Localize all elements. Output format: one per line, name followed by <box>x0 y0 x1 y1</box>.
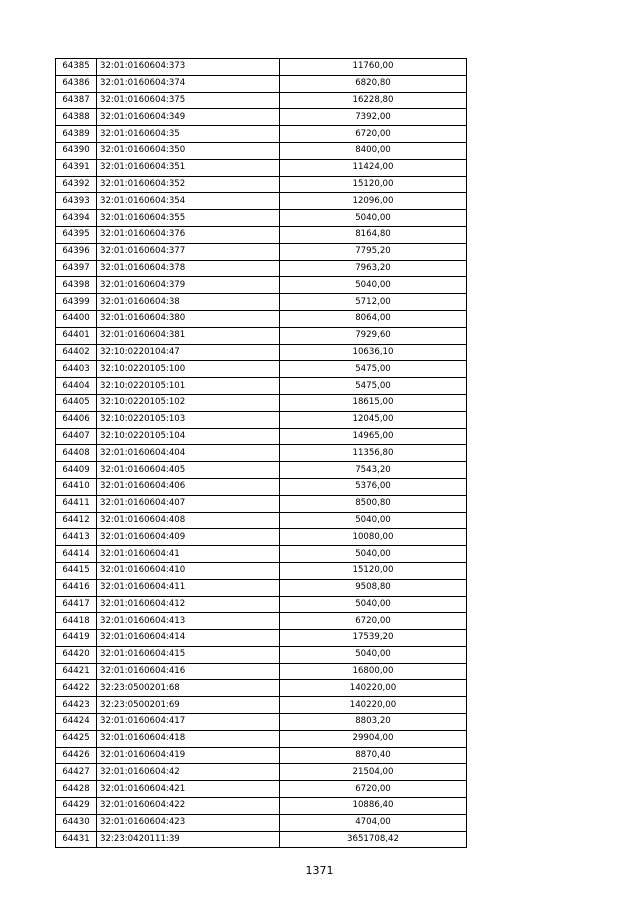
cadastral-number-cell: 32:10:0220105:101 <box>97 378 280 395</box>
cadastral-number-cell: 32:01:0160604:42 <box>97 764 280 781</box>
cadastral-number-cell: 32:01:0160604:349 <box>97 109 280 126</box>
table-row <box>56 176 467 193</box>
value-cell: 8500,80 <box>280 495 467 512</box>
value-cell: 4704,00 <box>280 814 467 831</box>
row-number-cell: 64423 <box>56 697 97 714</box>
cadastral-number-cell: 32:01:0160604:404 <box>97 445 280 462</box>
table-row <box>56 697 467 714</box>
table-row <box>56 361 467 378</box>
cadastral-number-cell: 32:23:0420111:39 <box>97 831 280 848</box>
row-number-cell: 64408 <box>56 445 97 462</box>
value-cell: 7543,20 <box>280 462 467 479</box>
table-row <box>56 445 467 462</box>
value-cell: 5040,00 <box>280 210 467 227</box>
table-row <box>56 630 467 647</box>
row-number-cell: 64394 <box>56 210 97 227</box>
value-cell: 11760,00 <box>280 59 467 76</box>
cadastral-number-cell: 32:10:0220104:47 <box>97 344 280 361</box>
cadastral-number-cell: 32:01:0160604:355 <box>97 210 280 227</box>
cadastral-number-cell: 32:01:0160604:352 <box>97 176 280 193</box>
value-cell: 11356,80 <box>280 445 467 462</box>
table-row <box>56 226 467 243</box>
value-cell: 9508,80 <box>280 579 467 596</box>
value-cell: 140220,00 <box>280 697 467 714</box>
value-cell: 6820,80 <box>280 75 467 92</box>
row-number-cell: 64421 <box>56 663 97 680</box>
table-row <box>56 764 467 781</box>
table-row <box>56 529 467 546</box>
row-number-cell: 64410 <box>56 478 97 495</box>
cadastral-number-cell: 32:10:0220105:103 <box>97 411 280 428</box>
row-number-cell: 64429 <box>56 798 97 815</box>
row-number-cell: 64418 <box>56 613 97 630</box>
table-row <box>56 596 467 613</box>
row-number-cell: 64385 <box>56 59 97 76</box>
value-cell: 16800,00 <box>280 663 467 680</box>
table-row <box>56 428 467 445</box>
row-number-cell: 64403 <box>56 361 97 378</box>
value-cell: 8064,00 <box>280 310 467 327</box>
value-cell: 5040,00 <box>280 546 467 563</box>
row-number-cell: 64426 <box>56 747 97 764</box>
table-row <box>56 781 467 798</box>
row-number-cell: 64391 <box>56 159 97 176</box>
cadastral-number-cell: 32:10:0220105:104 <box>97 428 280 445</box>
row-number-cell: 64389 <box>56 126 97 143</box>
value-cell: 7963,20 <box>280 260 467 277</box>
value-cell: 5040,00 <box>280 512 467 529</box>
row-number-cell: 64430 <box>56 814 97 831</box>
value-cell: 6720,00 <box>280 126 467 143</box>
table-row <box>56 277 467 294</box>
value-cell: 5376,00 <box>280 478 467 495</box>
table-row <box>56 92 467 109</box>
row-number-cell: 64407 <box>56 428 97 445</box>
value-cell: 10080,00 <box>280 529 467 546</box>
value-cell: 140220,00 <box>280 680 467 697</box>
cadastral-number-cell: 32:01:0160604:374 <box>97 75 280 92</box>
table-body <box>56 59 467 848</box>
table-row <box>56 193 467 210</box>
value-cell: 3651708,42 <box>280 831 467 848</box>
row-number-cell: 64400 <box>56 310 97 327</box>
cadastral-number-cell: 32:01:0160604:419 <box>97 747 280 764</box>
value-cell: 12096,00 <box>280 193 467 210</box>
cadastral-number-cell: 32:01:0160604:377 <box>97 243 280 260</box>
table-row <box>56 747 467 764</box>
cadastral-number-cell: 32:23:0500201:69 <box>97 697 280 714</box>
row-number-cell: 64395 <box>56 226 97 243</box>
row-number-cell: 64415 <box>56 562 97 579</box>
table-row <box>56 310 467 327</box>
table-row <box>56 562 467 579</box>
table-row <box>56 663 467 680</box>
value-cell: 8803,20 <box>280 714 467 731</box>
cadastral-number-cell: 32:01:0160604:381 <box>97 327 280 344</box>
cadastral-number-cell: 32:01:0160604:375 <box>97 92 280 109</box>
cadastral-number-cell: 32:10:0220105:102 <box>97 394 280 411</box>
value-cell: 16228,80 <box>280 92 467 109</box>
value-cell: 15120,00 <box>280 562 467 579</box>
value-cell: 5040,00 <box>280 277 467 294</box>
table-row <box>56 579 467 596</box>
row-number-cell: 64411 <box>56 495 97 512</box>
value-cell: 29904,00 <box>280 730 467 747</box>
table-row <box>56 714 467 731</box>
value-cell: 5040,00 <box>280 646 467 663</box>
cadastral-number-cell: 32:01:0160604:412 <box>97 596 280 613</box>
cadastral-number-cell: 32:01:0160604:415 <box>97 646 280 663</box>
row-number-cell: 64399 <box>56 294 97 311</box>
value-cell: 7392,00 <box>280 109 467 126</box>
cadastral-number-cell: 32:01:0160604:380 <box>97 310 280 327</box>
row-number-cell: 64387 <box>56 92 97 109</box>
cadastral-value-table <box>55 58 467 848</box>
table-row <box>56 546 467 563</box>
cadastral-number-cell: 32:01:0160604:421 <box>97 781 280 798</box>
cadastral-number-cell: 32:01:0160604:378 <box>97 260 280 277</box>
table-row <box>56 798 467 815</box>
cadastral-number-cell: 32:01:0160604:418 <box>97 730 280 747</box>
row-number-cell: 64414 <box>56 546 97 563</box>
row-number-cell: 64390 <box>56 142 97 159</box>
value-cell: 5475,00 <box>280 378 467 395</box>
row-number-cell: 64424 <box>56 714 97 731</box>
table-row <box>56 831 467 848</box>
row-number-cell: 64402 <box>56 344 97 361</box>
row-number-cell: 64425 <box>56 730 97 747</box>
table-row <box>56 75 467 92</box>
cadastral-number-cell: 32:01:0160604:422 <box>97 798 280 815</box>
row-number-cell: 64386 <box>56 75 97 92</box>
table-row <box>56 159 467 176</box>
value-cell: 8870,40 <box>280 747 467 764</box>
cadastral-number-cell: 32:01:0160604:413 <box>97 613 280 630</box>
cadastral-number-cell: 32:01:0160604:409 <box>97 529 280 546</box>
cadastral-number-cell: 32:23:0500201:68 <box>97 680 280 697</box>
table-row <box>56 613 467 630</box>
row-number-cell: 64413 <box>56 529 97 546</box>
cadastral-number-cell: 32:01:0160604:406 <box>97 478 280 495</box>
value-cell: 14965,00 <box>280 428 467 445</box>
page-number: 1371 <box>305 864 334 877</box>
value-cell: 8164,80 <box>280 226 467 243</box>
row-number-cell: 64422 <box>56 680 97 697</box>
value-cell: 5712,00 <box>280 294 467 311</box>
table-row <box>56 142 467 159</box>
row-number-cell: 64428 <box>56 781 97 798</box>
value-cell: 10886,40 <box>280 798 467 815</box>
row-number-cell: 64420 <box>56 646 97 663</box>
table-row <box>56 512 467 529</box>
cadastral-number-cell: 32:01:0160604:354 <box>97 193 280 210</box>
table-row <box>56 680 467 697</box>
table-row <box>56 730 467 747</box>
table-row <box>56 59 467 76</box>
value-cell: 15120,00 <box>280 176 467 193</box>
cadastral-number-cell: 32:01:0160604:408 <box>97 512 280 529</box>
cadastral-number-cell: 32:01:0160604:376 <box>97 226 280 243</box>
table-row <box>56 394 467 411</box>
value-cell: 18615,00 <box>280 394 467 411</box>
cadastral-number-cell: 32:01:0160604:373 <box>97 59 280 76</box>
value-cell: 5040,00 <box>280 596 467 613</box>
table-row <box>56 126 467 143</box>
value-cell: 12045,00 <box>280 411 467 428</box>
cadastral-number-cell: 32:01:0160604:414 <box>97 630 280 647</box>
value-cell: 17539,20 <box>280 630 467 647</box>
value-cell: 10636,10 <box>280 344 467 361</box>
row-number-cell: 64393 <box>56 193 97 210</box>
value-cell: 8400,00 <box>280 142 467 159</box>
row-number-cell: 64392 <box>56 176 97 193</box>
cadastral-number-cell: 32:01:0160604:417 <box>97 714 280 731</box>
table-row <box>56 478 467 495</box>
row-number-cell: 64412 <box>56 512 97 529</box>
row-number-cell: 64417 <box>56 596 97 613</box>
cadastral-number-cell: 32:01:0160604:35 <box>97 126 280 143</box>
value-cell: 5475,00 <box>280 361 467 378</box>
value-cell: 6720,00 <box>280 781 467 798</box>
cadastral-number-cell: 32:01:0160604:416 <box>97 663 280 680</box>
row-number-cell: 64397 <box>56 260 97 277</box>
cadastral-number-cell: 32:01:0160604:38 <box>97 294 280 311</box>
row-number-cell: 64404 <box>56 378 97 395</box>
table-row <box>56 109 467 126</box>
cadastral-number-cell: 32:10:0220105:100 <box>97 361 280 378</box>
row-number-cell: 64416 <box>56 579 97 596</box>
table-row <box>56 294 467 311</box>
table-row <box>56 814 467 831</box>
value-cell: 7795,20 <box>280 243 467 260</box>
value-cell: 7929,60 <box>280 327 467 344</box>
cadastral-number-cell: 32:01:0160604:423 <box>97 814 280 831</box>
table-row <box>56 260 467 277</box>
row-number-cell: 64398 <box>56 277 97 294</box>
table-row <box>56 210 467 227</box>
table-row <box>56 243 467 260</box>
cadastral-number-cell: 32:01:0160604:407 <box>97 495 280 512</box>
row-number-cell: 64401 <box>56 327 97 344</box>
value-cell: 21504,00 <box>280 764 467 781</box>
value-cell: 6720,00 <box>280 613 467 630</box>
table-row <box>56 495 467 512</box>
table-row <box>56 646 467 663</box>
table-row <box>56 411 467 428</box>
cadastral-number-cell: 32:01:0160604:405 <box>97 462 280 479</box>
value-cell: 11424,00 <box>280 159 467 176</box>
row-number-cell: 64427 <box>56 764 97 781</box>
row-number-cell: 64431 <box>56 831 97 848</box>
row-number-cell: 64405 <box>56 394 97 411</box>
table-row <box>56 327 467 344</box>
cadastral-number-cell: 32:01:0160604:410 <box>97 562 280 579</box>
cadastral-number-cell: 32:01:0160604:350 <box>97 142 280 159</box>
table-row <box>56 344 467 361</box>
cadastral-number-cell: 32:01:0160604:351 <box>97 159 280 176</box>
row-number-cell: 64388 <box>56 109 97 126</box>
cadastral-number-cell: 32:01:0160604:379 <box>97 277 280 294</box>
table-row <box>56 378 467 395</box>
row-number-cell: 64406 <box>56 411 97 428</box>
cadastral-number-cell: 32:01:0160604:411 <box>97 579 280 596</box>
row-number-cell: 64409 <box>56 462 97 479</box>
row-number-cell: 64419 <box>56 630 97 647</box>
row-number-cell: 64396 <box>56 243 97 260</box>
table-row <box>56 462 467 479</box>
cadastral-number-cell: 32:01:0160604:41 <box>97 546 280 563</box>
